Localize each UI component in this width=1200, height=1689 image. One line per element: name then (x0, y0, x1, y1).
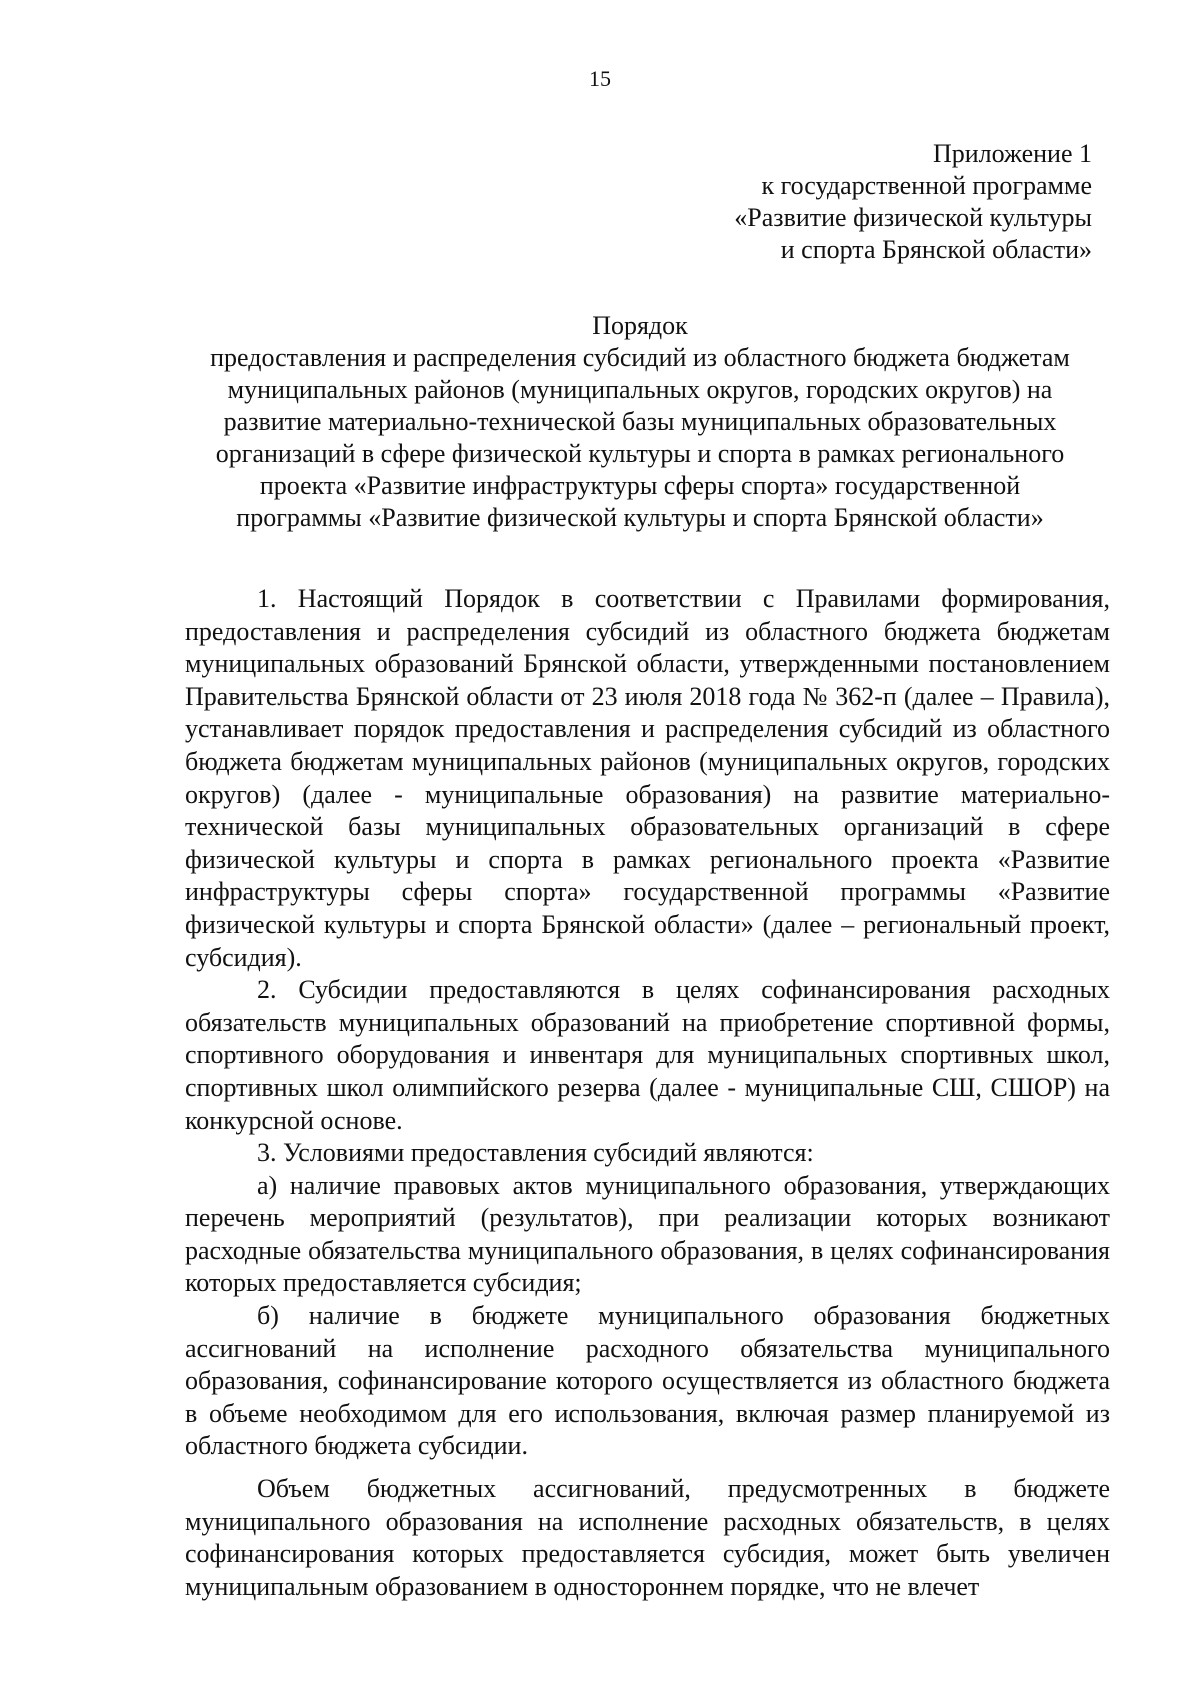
document-subtitle-line: программы «Развитие физической культуры и спорта Брянской области» (236, 503, 1044, 532)
page-number: 15 (589, 66, 611, 91)
paragraph-2: 2. Субсидии предоставляются в целях софинансирования расходных обязательств муниципальных образований на приобретение спортивной формы, спортивного оборудования и инвентаря для муниципальных спортивных школ, спортивных школ олимпийского резерва (далее - муниципальные СШ, СШОР) на конкурсной основе. (185, 975, 1110, 1135)
appendix-line: к государственной программе (761, 171, 1092, 200)
document-subtitle-line: предоставления и распределения субсидий из областного бюджета бюджетам (210, 343, 1070, 372)
document-body (185, 583, 1110, 1603)
paragraph-3: 3. Условиями предоставления субсидий являются: (257, 1138, 814, 1168)
paragraph-3b: б) наличие в бюджете муниципального образования бюджетных ассигнований на исполнение расходного обязательства муниципального образования, софинансирование которого осуществляется из областного бюджета в объеме необходимом для его использования, включая размер планируемой из областного бюджета субсидии. (185, 1301, 1110, 1461)
document-subtitle-line: муниципальных районов (муниципальных округов, городских округов) на (227, 375, 1053, 404)
paragraph-budget-volume: Объем бюджетных ассигнований, предусмотренных в бюджете муниципального образования на исполнение расходных обязательств, в целях софинансирования которых предоставляется субсидия, может быть увеличен муниципальным образованием в одностороннем порядке, что не влечет (185, 1474, 1110, 1601)
appendix-note (734, 138, 1092, 266)
appendix-line: Приложение 1 (932, 139, 1092, 168)
document-title: Порядок (592, 311, 688, 340)
document-heading (180, 310, 1100, 534)
appendix-line: и спорта Брянской области» (780, 235, 1092, 264)
document-subtitle-line: развитие материально-технической базы муниципальных образовательных (223, 407, 1057, 436)
paragraph-1: 1. Настоящий Порядок в соответствии с Правилами формирования, предоставления и распределения субсидий из областного бюджета бюджетам муниципальных образований Брянской области, утвержденными постановлением Правительства Брянской области от 23 июля 2018 года № 362-п (далее – Правила), устанавливает порядок предоставления и распределения субсидий из областного бюджета бюджетам муниципальных районов (муниципальных округов, городских округов) (далее - муниципальные образования) на развитие материально-технической базы муниципальных образовательных организаций в сфере физической культуры и спорта в рамках регионального проекта «Развитие инфраструктуры сферы спорта» государственной программы «Развитие физической культуры и спорта Брянской области» (далее – региональный проект, субсидия). (185, 584, 1110, 972)
appendix-line: «Развитие физической культуры (734, 203, 1092, 232)
document-subtitle-line: организаций в сфере физической культуры и спорта в рамках регионального (215, 439, 1065, 468)
document-subtitle-line: проекта «Развитие инфраструктуры сферы спорта» государственной (259, 471, 1021, 500)
paragraph-3a: а) наличие правовых актов муниципального образования, утверждающих перечень мероприятий (результатов), при реализации которых возникают расходные обязательства муниципального образования, в целях софинансирования которых предоставляется субсидия; (185, 1170, 1110, 1298)
